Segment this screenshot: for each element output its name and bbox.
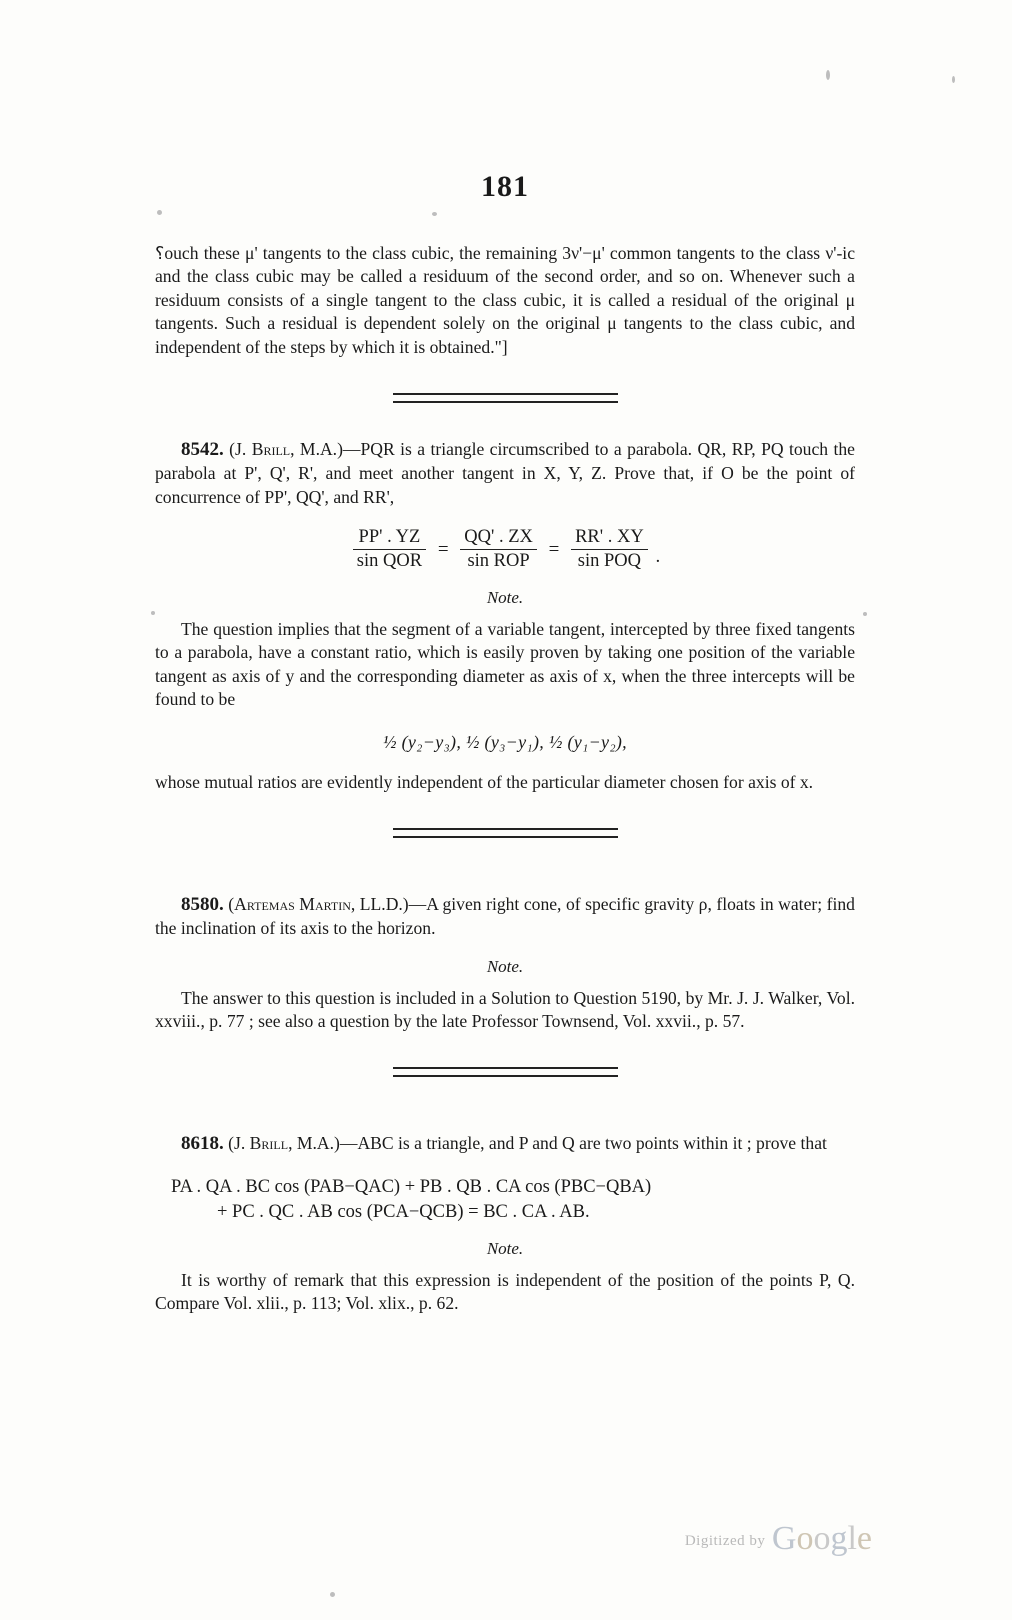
problem-8542-closing-text: whose mutual ratios are evidently independent of the particular diameter chosen for axis of x. [155, 771, 814, 792]
problem-8618-note-text: It is worthy of remark that this expression is independent of the position of the points P, Q. Compare Vol. xlii., p. 113; Vol. xlix., p. 62. [155, 1269, 855, 1314]
divider-rule-2 [393, 828, 618, 838]
fraction-3-denominator: sin POQ [577, 551, 642, 571]
problem-8618 [155, 1131, 855, 1315]
equation-line-1: PA . QA . BC cos (PAB−QAC) + PB . QB . CA cos (PBC−QBA) [171, 1176, 652, 1197]
opening-paragraph: ⸮ouch these μ' tangents to the class cubic, the remaining 3ν'−μ' common tangents to the class ν'-ic and the class cubic may be called a residuum of the second order, and so on. Whenever such a residuum consists of a single tangent to the class cubic, it is called a residual of the original μ tangents. Such a residual is dependent solely on the original μ tangents to the class cubic, and independent of the steps by which it is obtained."] [155, 243, 855, 357]
problem-8580-attribution-rest: , LL.D.)—A given right cone, of specific gravity ρ, floats in water; find the inclination of its axis to the horizon. [155, 893, 855, 939]
problem-8618-number: 8618. [181, 1133, 224, 1155]
problem-8542-note-label: Note. [486, 588, 524, 607]
scan-speck [330, 1592, 335, 1597]
fraction-2-denominator: sin ROP [467, 551, 530, 571]
opening-paragraph-block [155, 242, 855, 359]
fraction-3-numerator: RR' . XY [571, 527, 648, 550]
equation-line-2: + PC . QC . AB cos (PCA−QCB) = BC . CA . AB. [217, 1201, 590, 1222]
equals-sign-2: = [548, 538, 560, 560]
section-divider-3 [155, 1067, 855, 1077]
problem-8542-author: Brill [251, 438, 291, 459]
google-watermark [685, 1520, 872, 1558]
equals-sign-1: = [437, 538, 449, 560]
formula-period: . [655, 545, 661, 567]
problem-8618-author: Brill [249, 1133, 289, 1154]
problem-8580 [155, 892, 855, 1033]
fraction-2 [460, 527, 537, 572]
problem-8542-intercepts: ½ (y₂−y₃), ½ (y₃−y₁), ½ (y₁−y₂), [383, 731, 627, 752]
problem-8618-attribution-rest: , M.A.)—ABC is a triangle, and P and Q are two points within it ; prove that [288, 1133, 827, 1154]
problem-8580-statement [155, 892, 855, 941]
problem-8580-note-label: Note. [486, 956, 524, 976]
problem-8542-number: 8542. [181, 438, 224, 460]
fraction-1 [353, 527, 426, 572]
problem-8618-attribution-open: (J. [228, 1133, 250, 1154]
problem-8542 [155, 437, 855, 794]
problem-8580-author: Artemas Martin [234, 893, 351, 914]
problem-8618-statement [155, 1131, 855, 1156]
problem-8542-statement [155, 437, 855, 509]
problem-8580-note-text: The answer to this question is included in a Solution to Question 5190, by Mr. J. J. Walker, Vol. xxviii., p. 77 ; see also a question by the late Professor Townsend, Vol. xxvii., p. 57. [155, 987, 855, 1031]
fraction-1-denominator: sin QOR [356, 551, 423, 571]
fraction-2-numerator: QQ' . ZX [460, 527, 537, 550]
section-divider [155, 393, 855, 403]
problem-8542-note-text: The question implies that the segment of a variable tangent, intercepted by three fixed tangents to a parabola, have a constant ratio, which is easily proven by taking one position of the variable tangent as axis of y and the corresponding diameter as axis of x, when the three intercepts will be found to be [155, 619, 855, 710]
watermark-brand: Google [771, 1520, 872, 1557]
scan-speck [952, 76, 955, 83]
scan-speck [863, 612, 867, 616]
section-divider-2 [155, 828, 855, 838]
page-number: 181 [481, 170, 529, 203]
problem-8580-attribution-open: ( [228, 893, 235, 914]
problem-8580-number: 8580. [181, 893, 224, 915]
problem-8542-attribution-open: (J. [229, 438, 252, 459]
divider-rule [393, 393, 618, 403]
page-content [155, 0, 855, 1315]
problem-8618-equation [155, 1177, 855, 1223]
watermark-prefix: Digitized by [684, 1533, 766, 1549]
fraction-3 [571, 527, 648, 572]
divider-rule-3 [393, 1067, 618, 1077]
problem-8618-note-label: Note. [486, 1238, 524, 1258]
problem-8542-attribution-rest: , M.A.)—PQR is a triangle circumscribed to a parabola. QR, RP, PQ touch the parabola at P', Q', R', and meet another tangent in X, Y, Z. Prove that, if O be the point of concurrence of PP', QQ', and RR', [155, 438, 855, 507]
fraction-1-numerator: PP' . YZ [353, 527, 426, 550]
problem-8542-formula [155, 527, 855, 572]
